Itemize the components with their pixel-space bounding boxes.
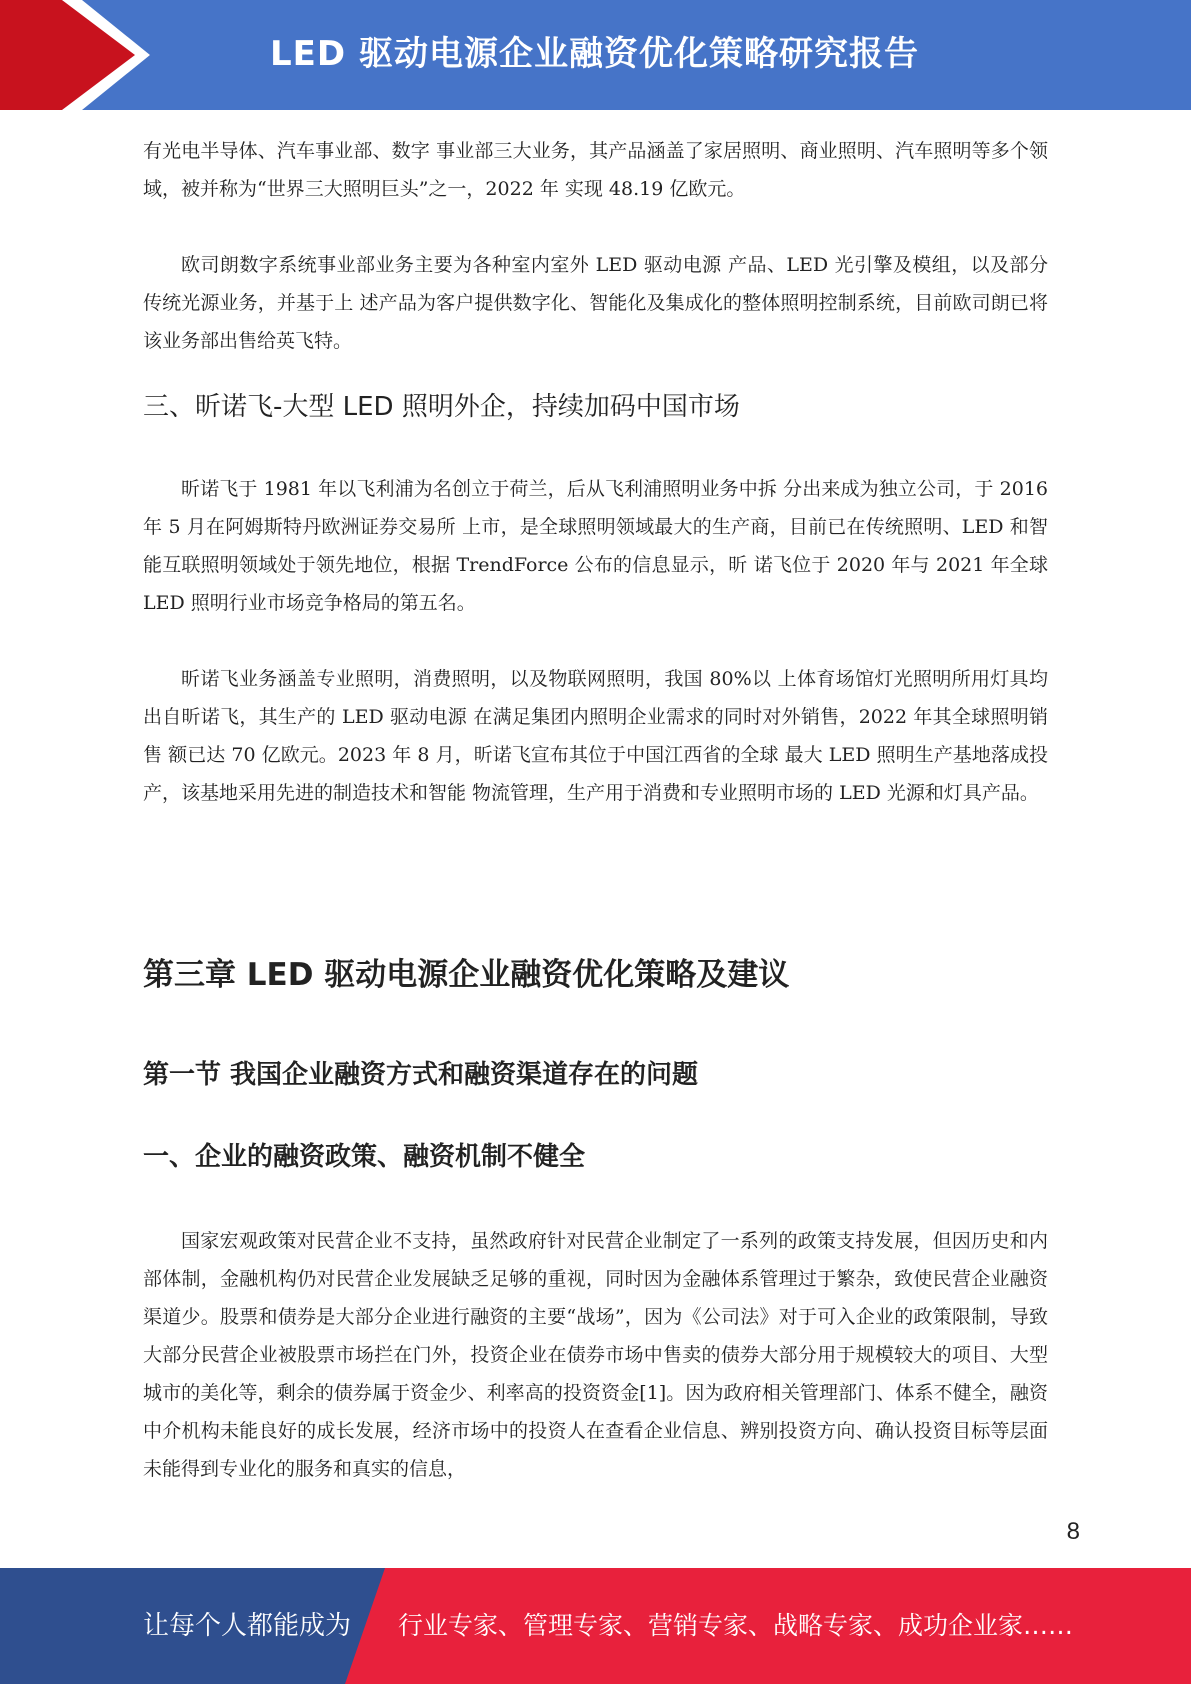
paragraph-5: 国家宏观政策对民营企业不支持，虽然政府针对民营企业制定了一系列的政策支持发展，但因历史和内部体制，金融机构仍对民营企业发展缺乏足够的重视，同时因为金融体系管理过于繁杂，致使民营企业融资渠道少。股票和债券是大部分企业进行融资的主要“战场”，因为《公司法》对于可入企业的政策限制，导致大部分民营企业被股票市场拦在门外，投资企业在债券市场中售卖的债券大部分用于规模较大的项目、大型城市的美化等，剩余的债券属于资金少、利率高的投资资金[1]。因为政府相关管理部门、体系不健全，融资中介机构未能良好的成长发展，经济市场中的投资人在查看企业信息、辨别投资方向、确认投资目标等层面未能得到专业化的服务和真实的信息，: [143, 1230, 1048, 1480]
chapter-heading: 第三章 LED 驱动电源企业融资优化策略及建议: [143, 957, 790, 993]
page-number: 8: [1066, 1518, 1080, 1545]
footer-slogan-right: 行业专家、管理专家、营销专家、战略专家、成功企业家……: [398, 1611, 1074, 1640]
paragraph-4: 昕诺飞业务涵盖专业照明，消费照明，以及物联网照明，我国 80%以 上体育场馆灯光照明所用灯具均出自昕诺飞，其生产的 LED 驱动电源 在满足集团内照明企业需求的同时对外销售，2022 年其全球照明销售 额已达 70 亿欧元。2023 年 8 月，昕诺飞宣布其位于中国江西省的全球 最大 LED 照明生产基地落成投产，该基地采用先进的制造技术和智能 物流管理，生产用于消费和专业照明市场的 LED 光源和灯具产品。: [143, 668, 1048, 804]
page-header: [0, 0, 1191, 110]
paragraph-2: 欧司朗数字系统事业部业务主要为各种室内室外 LED 驱动电源 产品、LED 光引擎及模组，以及部分传统光源业务，并基于上 述产品为客户提供数字化、智能化及集成化的整体照明控制系统，目前欧司朗已将该业务部出售给英飞特。: [143, 254, 1048, 352]
footer-slogan-left: 让每个人都能成为: [143, 1611, 352, 1641]
red-chevron-graphic: [0, 0, 150, 110]
section-heading-3: 三、昕诺飞-大型 LED 照明外企，持续加码中国市场: [143, 392, 740, 422]
paragraph-1: 有光电半导体、汽车事业部、数字 事业部三大业务，其产品涵盖了家居照明、商业照明、汽车照明等多个领域，被并称为“世界三大照明巨头”之一，2022 年 实现 48.19 亿欧元。: [143, 140, 1048, 200]
subsection-heading: 一、企业的融资政策、融资机制不健全: [143, 1142, 586, 1172]
page-footer: [0, 1568, 1191, 1684]
report-title: LED 驱动电源企业融资优化策略研究报告: [270, 34, 919, 74]
section-node-heading: 第一节 我国企业融资方式和融资渠道存在的问题: [143, 1060, 699, 1090]
paragraph-3: 昕诺飞于 1981 年以飞利浦为名创立于荷兰，后从飞利浦照明业务中拆 分出来成为独立公司，于 2016 年 5 月在阿姆斯特丹欧洲证券交易所 上市，是全球照明领域最大的生产商，目前已在传统照明、LED 和智 能互联照明领域处于领先地位，根据 TrendForce 公布的信息显示，昕 诺飞位于 2020 年与 2021 年全球 LED 照明行业市场竞争格局的第五名。: [143, 478, 1048, 614]
page-content: [143, 132, 1048, 1488]
